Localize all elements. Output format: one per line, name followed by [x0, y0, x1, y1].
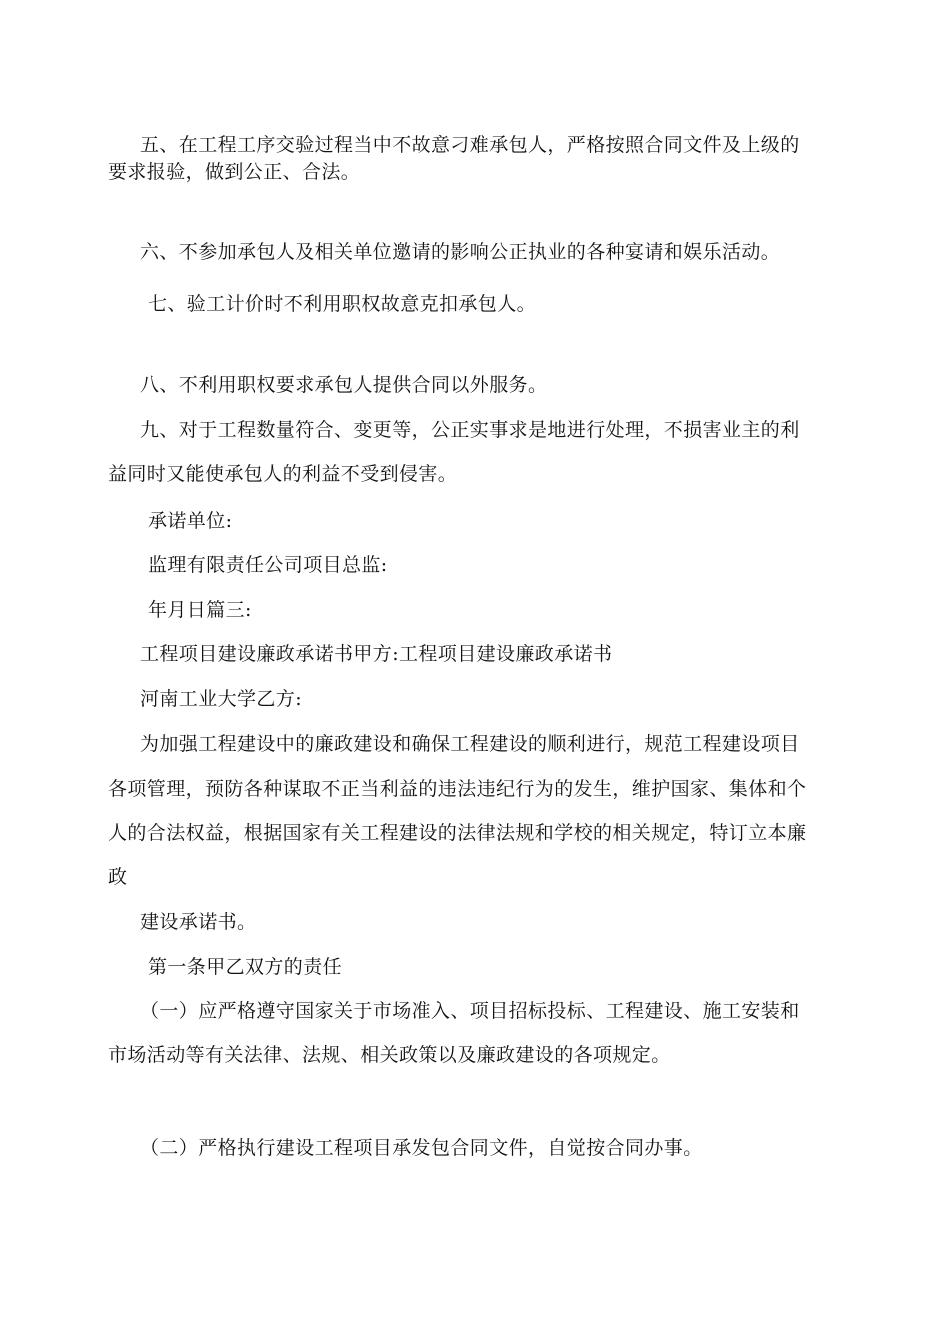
- part-three-title: 工程项目建设廉政承诺书甲方:工程项目建设廉政承诺书: [140, 643, 613, 665]
- clause-6: 六、不参加承包人及相关单位邀请的影响公正执业的各种宴请和娱乐活动。: [140, 241, 781, 263]
- article-1-item-2: （二）严格执行建设工程项目承发包合同文件，自觉按合同办事。: [140, 1137, 703, 1159]
- clause-5-line-1: 五、在工程工序交验过程当中不故意刁难承包人，严格按照合同文件及上级的: [140, 134, 800, 156]
- article-1-item-1-line-2: 市场活动等有关法律、法规、相关政策以及廉政建设的各项规定。: [108, 1044, 671, 1066]
- article-1-heading: 第一条甲乙双方的责任: [148, 956, 343, 978]
- intro-line-3: 人的合法权益，根据国家有关工程建设的法律法规和学校的相关规定，特订立本廉: [108, 822, 807, 844]
- clause-7: 七、验工计价时不利用职权故意克扣承包人。: [148, 293, 537, 315]
- clause-9-line-2: 益同时又能使承包人的利益不受到侵害。: [108, 463, 458, 485]
- intro-line-4: 政: [108, 866, 128, 888]
- clause-9-line-1: 九、对于工程数量符合、变更等，公正实事求是地进行处理，不损害业主的利: [140, 419, 800, 441]
- intro-line-2: 各项管理，预防各种谋取不正当利益的违法违纪行为的发生，维护国家、集体和个: [108, 778, 807, 800]
- clause-5-line-2: 要求报验，做到公正、合法。: [108, 161, 361, 183]
- intro-line-1: 为加强工程建设中的廉政建设和确保工程建设的顺利进行，规范工程建设项目: [140, 733, 800, 755]
- intro-line-5: 建设承诺书。: [140, 911, 257, 933]
- party-b-line: 河南工业大学乙方:: [140, 688, 303, 710]
- supervisor-signature: 监理有限责任公司项目总监:: [148, 554, 388, 576]
- article-1-item-1-line-1: （一）应严格遵守国家关于市场准入、项目招标投标、工程建设、施工安装和: [140, 1000, 800, 1022]
- clause-8: 八、不利用职权要求承包人提供合同以外服务。: [140, 374, 548, 396]
- promising-unit: 承诺单位:: [148, 510, 233, 532]
- date-part-three: 年月日篇三:: [148, 599, 252, 621]
